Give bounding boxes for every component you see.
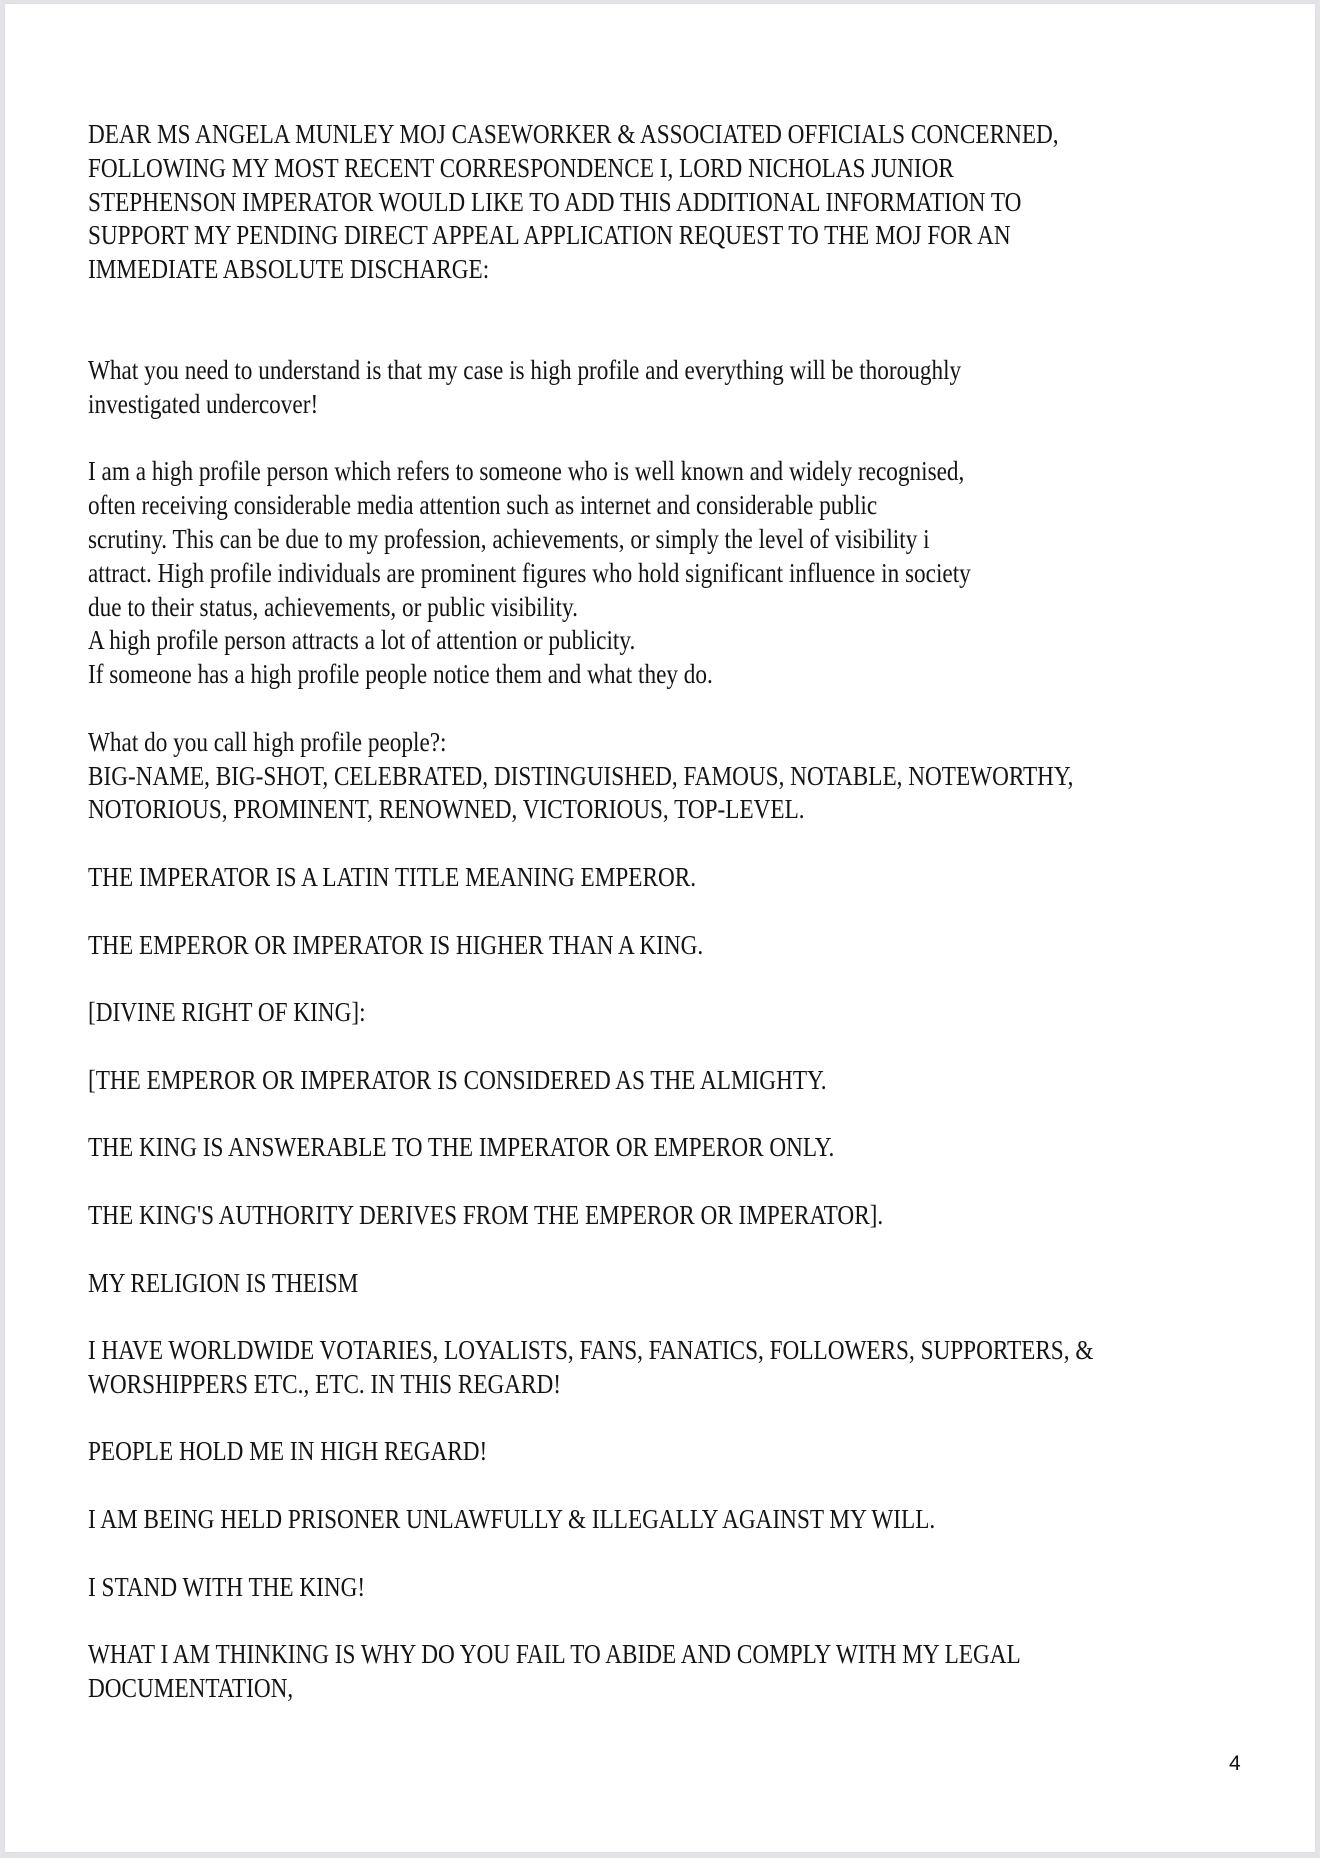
text-line: IMMEDIATE ABSOLUTE DISCHARGE: [88, 254, 490, 285]
document-body [88, 118, 1292, 1706]
text-line: STEPHENSON IMPERATOR WOULD LIKE TO ADD THIS ADDITIONAL INFORMATION TO [88, 186, 1022, 217]
text-line: WORSHIPPERS ETC., ETC. IN THIS REGARD! [88, 1368, 562, 1399]
page-number: 4 [1229, 1752, 1241, 1775]
text-line: If someone has a high profile people notice them and what they do. [88, 659, 713, 690]
text-line: I am a high profile person which refers to someone who is well known and widely recognised, [88, 456, 965, 487]
document-page [5, 4, 1315, 1852]
statement-line: MY RELIGION IS THEISM [88, 1267, 359, 1298]
synonyms-paragraph [88, 726, 1292, 827]
followers-paragraph [88, 1334, 1292, 1402]
final-paragraph [88, 1638, 1292, 1706]
text-line: DOCUMENTATION, [88, 1673, 294, 1704]
statement-line: THE KING IS ANSWERABLE TO THE IMPERATOR OR EMPEROR ONLY. [88, 1132, 835, 1163]
text-line: often receiving considerable media attention such as internet and considerable public [88, 490, 878, 521]
text-line: investigated undercover! [88, 388, 319, 419]
statement-line: THE KING'S AUTHORITY DERIVES FROM THE EMPEROR OR IMPERATOR]. [88, 1199, 884, 1230]
text-line: What do you call high profile people?: [88, 726, 447, 757]
text-line: scrutiny. This can be due to my profession, achievements, or simply the level of visibility i [88, 523, 930, 554]
statement-line: [THE EMPEROR OR IMPERATOR IS CONSIDERED AS THE ALMIGHTY. [88, 1064, 827, 1095]
intro-paragraph [88, 354, 1292, 422]
text-line: What you need to understand is that my case is high profile and everything will be thoroughly [88, 354, 962, 385]
text-line: WHAT I AM THINKING IS WHY DO YOU FAIL TO ABIDE AND COMPLY WITH MY LEGAL [88, 1639, 1021, 1670]
text-line: SUPPORT MY PENDING DIRECT APPEAL APPLICATION REQUEST TO THE MOJ FOR AN [88, 220, 1011, 251]
text-line: FOLLOWING MY MOST RECENT CORRESPONDENCE I, LORD NICHOLAS JUNIOR [88, 152, 954, 183]
statement-line: THE IMPERATOR IS A LATIN TITLE MEANING EMPEROR. [88, 861, 697, 892]
salutation-paragraph [88, 118, 1292, 287]
statement-line: I AM BEING HELD PRISONER UNLAWFULLY & ILLEGALLY AGAINST MY WILL. [88, 1504, 936, 1535]
text-line: BIG-NAME, BIG-SHOT, CELEBRATED, DISTINGUISHED, FAMOUS, NOTABLE, NOTEWORTHY, [88, 760, 1074, 791]
text-line: NOTORIOUS, PROMINENT, RENOWNED, VICTORIOUS, TOP-LEVEL. [88, 794, 805, 825]
text-line: attract. High profile individuals are prominent figures who hold significant influence in society [88, 557, 971, 588]
text-line: due to their status, achievements, or public visibility. [88, 591, 578, 622]
statement-line: PEOPLE HOLD ME IN HIGH REGARD! [88, 1436, 488, 1467]
statement-line: [DIVINE RIGHT OF KING]: [88, 997, 366, 1028]
text-line: A high profile person attracts a lot of attention or publicity. [88, 625, 636, 656]
text-line: DEAR MS ANGELA MUNLEY MOJ CASEWORKER & ASSOCIATED OFFICIALS CONCERNED, [88, 119, 1059, 149]
text-line: I HAVE WORLDWIDE VOTARIES, LOYALISTS, FANS, FANATICS, FOLLOWERS, SUPPORTERS, & [88, 1335, 1094, 1366]
statement-line: I STAND WITH THE KING! [88, 1571, 366, 1602]
high-profile-definition-paragraph [88, 455, 1292, 692]
statement-line: THE EMPEROR OR IMPERATOR IS HIGHER THAN A KING. [88, 929, 704, 960]
